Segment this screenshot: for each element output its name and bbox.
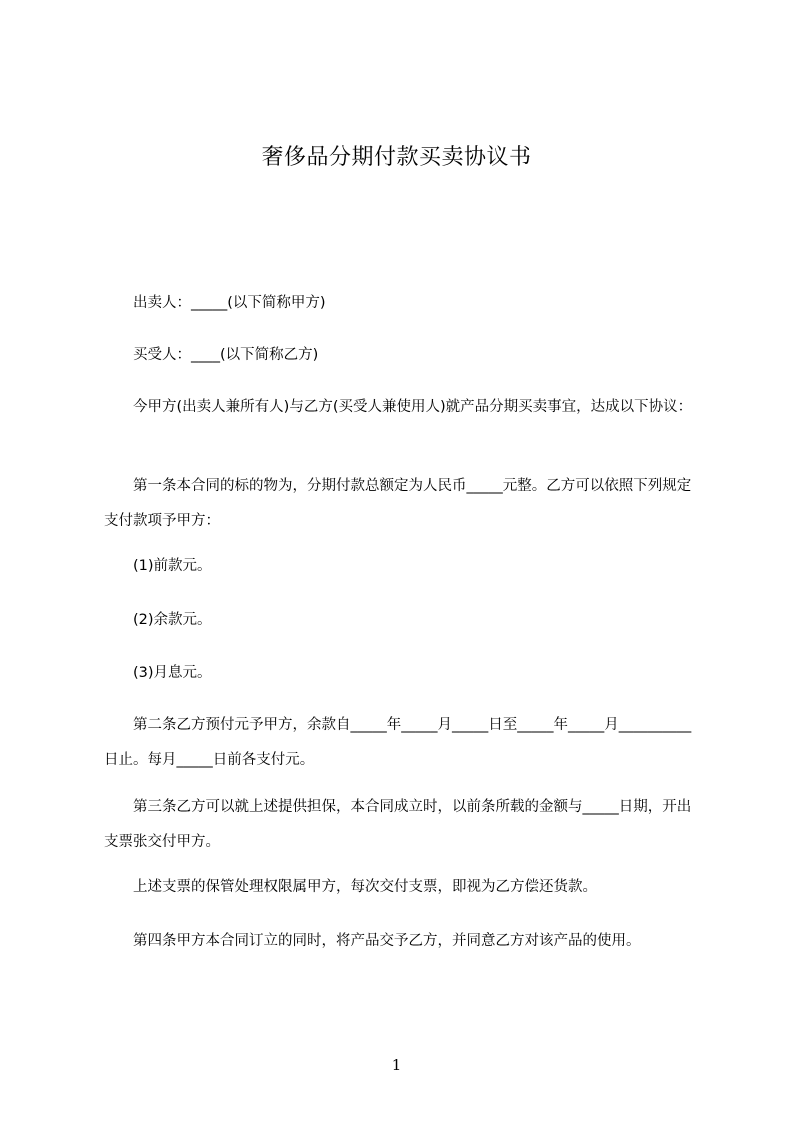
seller-line: 出卖人：_____(以下简称甲方) [133,295,326,311]
article-1-paragraph: 第一条本合同的标的物为，分期付款总额定为人民币_____元整。乙方可以依照下列规定支付款项予甲方： [104,478,692,529]
article-2-paragraph: 第二条乙方预付元予甲方，余款自_____年_____月_____日至_____年_____月__________日止。每月_____日前各支付元。 [104,717,692,768]
item-1-down-payment: (1)前款元。 [133,558,212,574]
item-3-monthly-interest: (3)月息元。 [133,665,212,681]
buyer-line: 买受人：____(以下简称乙方) [133,347,319,363]
cheque-custody-paragraph: 上述支票的保管处理权限属甲方，每次交付支票，即视为乙方偿还货款。 [133,879,597,895]
preamble-paragraph: 今甲方(出卖人兼所有人)与乙方(买受人兼使用人)就产品分期买卖事宜，达成以下协议： [133,399,693,415]
article-4-paragraph: 第四条甲方本合同订立的同时，将产品交予乙方，并同意乙方对该产品的使用。 [133,933,641,949]
document-title: 奢侈品分期付款买卖协议书 [261,145,532,170]
page-number: 1 [391,1056,402,1074]
item-2-balance: (2)余款元。 [133,612,212,628]
article-3-paragraph: 第三条乙方可以就上述提供担保，本合同成立时，以前条所载的金额与_____日期，开出支票张交付甲方。 [104,799,692,850]
